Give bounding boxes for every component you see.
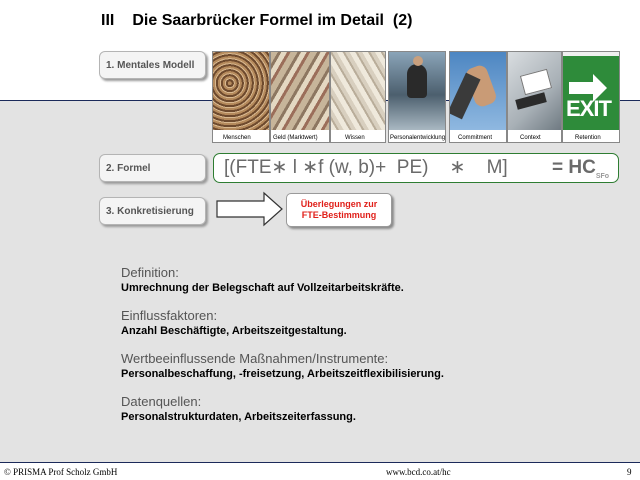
- title-part: (2): [392, 12, 413, 29]
- section-heading: Wertbeeinflussende Maßnahmen/Instrumente:: [121, 351, 389, 366]
- right-arrow-icon: [216, 191, 284, 227]
- photo-strip: [212, 51, 620, 143]
- coaching-photo: Personalentwicklung: [388, 51, 446, 143]
- formula-box: [213, 153, 619, 183]
- footer-divider: [0, 462, 640, 463]
- result-line-1: Überlegungen zur: [300, 199, 378, 209]
- formula-expression: [(FTE∗ l ∗f (w, b)+ PE) ∗ M]: [224, 157, 508, 178]
- step-konkretisierung[interactable]: [99, 197, 206, 225]
- formula-equals: =: [552, 157, 564, 178]
- desk-photo: Context: [507, 51, 562, 143]
- section-heading: Einflussfaktoren:: [121, 308, 218, 323]
- exit-sign-text: EXIT: [566, 96, 611, 121]
- content-sections: [121, 265, 621, 437]
- handshake-photo: Commitment: [449, 51, 507, 143]
- slide-title: [101, 12, 412, 30]
- title-number: III: [101, 12, 115, 29]
- section-heading: Definition:: [121, 265, 179, 280]
- step-mentales-modell[interactable]: [99, 51, 206, 79]
- definition-section: [121, 265, 621, 295]
- exit-sign-photo: EXIT Retention: [562, 51, 620, 143]
- books-photo: Wissen: [330, 51, 386, 143]
- formula-hc: HC: [568, 157, 596, 178]
- section-heading: Datenquellen:: [121, 394, 202, 409]
- measures-section: [121, 351, 621, 381]
- section-text: Personalbeschaffung, -freisetzung, Arbeitszeitflexibilisierung.: [121, 368, 444, 380]
- influence-factors-section: [121, 308, 621, 338]
- result-line-2: FTE-Bestimmung: [301, 210, 377, 220]
- title-text: Die Saarbrücker Formel im Detail: [132, 12, 384, 29]
- section-text: Anzahl Beschäftigte, Arbeitszeitgestaltung.: [121, 325, 347, 337]
- step-label: 2. Formel: [106, 162, 151, 174]
- crowd-photo: Menschen: [212, 51, 270, 143]
- formula-subscript: SFo: [595, 172, 610, 180]
- page-number: 9: [627, 467, 632, 477]
- step-formel[interactable]: [99, 154, 206, 182]
- section-text: Umrechnung der Belegschaft auf Vollzeitarbeitskräfte.: [121, 282, 404, 294]
- formula-result: [552, 157, 609, 180]
- money-photo: Geld (Marktwert): [270, 51, 330, 143]
- data-sources-section: [121, 394, 621, 424]
- step-label: 3. Konkretisierung: [106, 205, 194, 217]
- step-label: 1. Mentales Modell: [106, 59, 195, 71]
- section-text: Personalstrukturdaten, Arbeitszeiterfassung.: [121, 411, 356, 423]
- footer-copyright: © PRISMA Prof Scholz GmbH: [4, 467, 118, 477]
- fte-consideration-box[interactable]: [286, 193, 392, 227]
- footer-link[interactable]: www.bcd.co.at/hc: [386, 467, 451, 477]
